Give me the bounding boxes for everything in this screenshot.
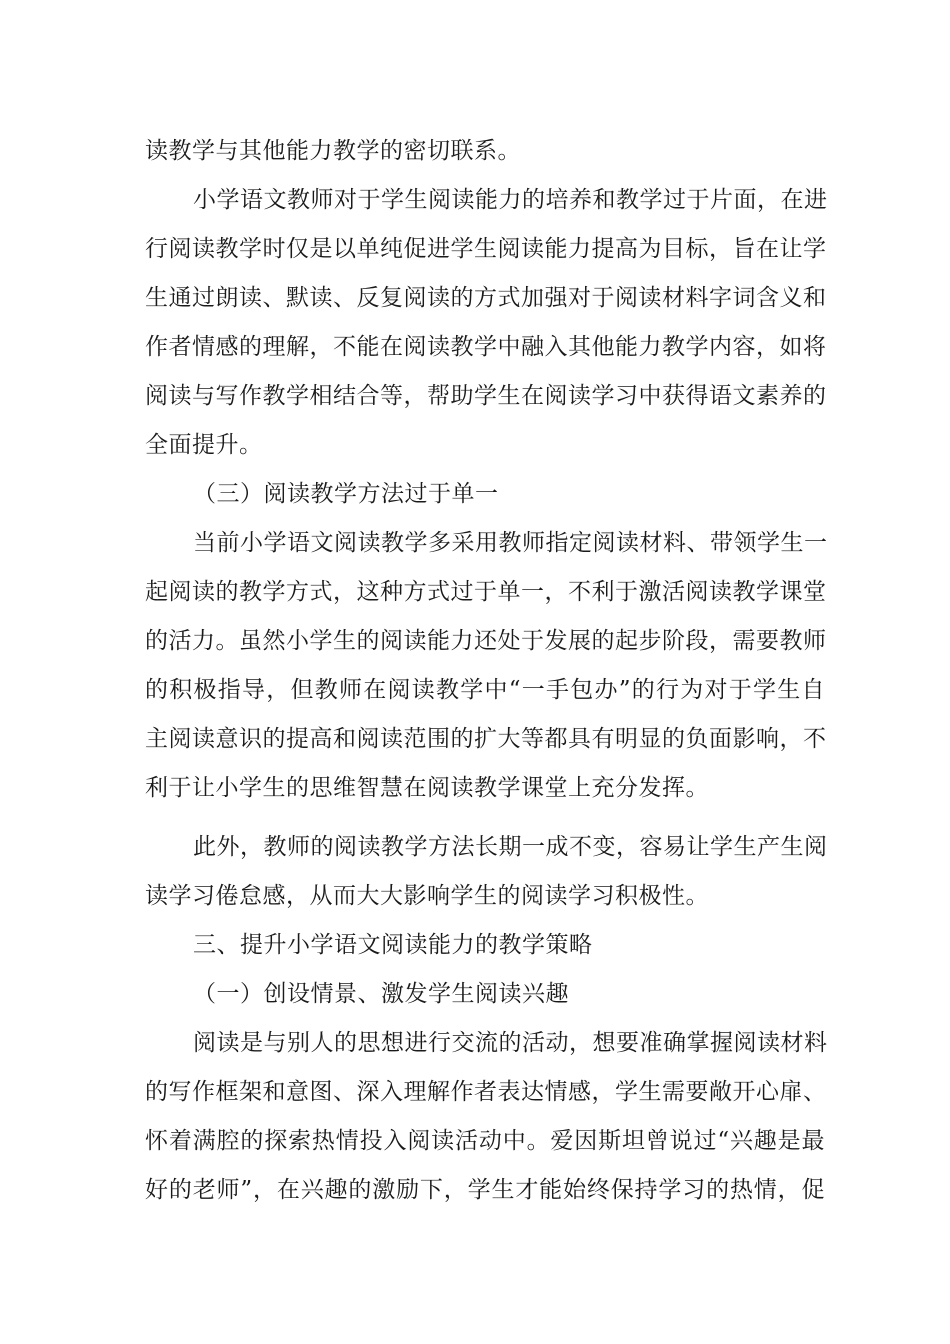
section-heading: 三、提升小学语文阅读能力的教学策略 — [193, 932, 593, 958]
paragraph-line: 小学语文教师对于学生阅读能力的培养和教学过于片面，在进 — [193, 187, 828, 213]
subsection-heading: （一）创设情景、激发学生阅读兴趣 — [193, 981, 569, 1007]
paragraph-line: 好的老师”，在兴趣的激励下，学生才能始终保持学习的热情，促 — [145, 1177, 825, 1203]
paragraph-line: 的积极指导，但教师在阅读教学中“一手包办”的行为对于学生自 — [145, 677, 825, 703]
paragraph-line: 阅读与写作教学相结合等，帮助学生在阅读学习中获得语文素养的 — [145, 383, 827, 409]
paragraph-line: 利于让小学生的思维智慧在阅读教学课堂上充分发挥。 — [145, 775, 709, 801]
paragraph-line: 阅读是与别人的思想进行交流的活动，想要准确掌握阅读材料 — [193, 1030, 828, 1056]
paragraph-line: 读学习倦怠感，从而大大影响学生的阅读学习积极性。 — [145, 883, 709, 909]
paragraph-line: 主阅读意识的提高和阅读范围的扩大等都具有明显的负面影响，不 — [145, 726, 827, 752]
paragraph-line: 全面提升。 — [145, 432, 263, 458]
paragraph-line: 此外，教师的阅读教学方法长期一成不变，容易让学生产生阅 — [193, 834, 828, 860]
paragraph-line: 的写作框架和意图、深入理解作者表达情感，学生需要敞开心扉、 — [145, 1079, 827, 1105]
paragraph-line: 作者情感的理解，不能在阅读教学中融入其他能力教学内容，如将 — [145, 334, 827, 360]
paragraph-line: 生通过朗读、默读、反复阅读的方式加强对于阅读材料字词含义和 — [145, 285, 827, 311]
paragraph-line: 行阅读教学时仅是以单纯促进学生阅读能力提高为目标，旨在让学 — [145, 236, 827, 262]
paragraph-line: 的活力。虽然小学生的阅读能力还处于发展的起步阶段，需要教师 — [145, 628, 827, 654]
section-heading: （三）阅读教学方法过于单一 — [193, 481, 499, 507]
paragraph-line: 怀着满腔的探索热情投入阅读活动中。爱因斯坦曾说过“兴趣是最 — [145, 1128, 825, 1154]
paragraph-line: 当前小学语文阅读教学多采用教师指定阅读材料、带领学生一 — [193, 530, 828, 556]
paragraph-line: 读教学与其他能力教学的密切联系。 — [145, 138, 521, 164]
paragraph-line: 起阅读的教学方式，这种方式过于单一，不利于激活阅读教学课堂 — [145, 579, 827, 605]
